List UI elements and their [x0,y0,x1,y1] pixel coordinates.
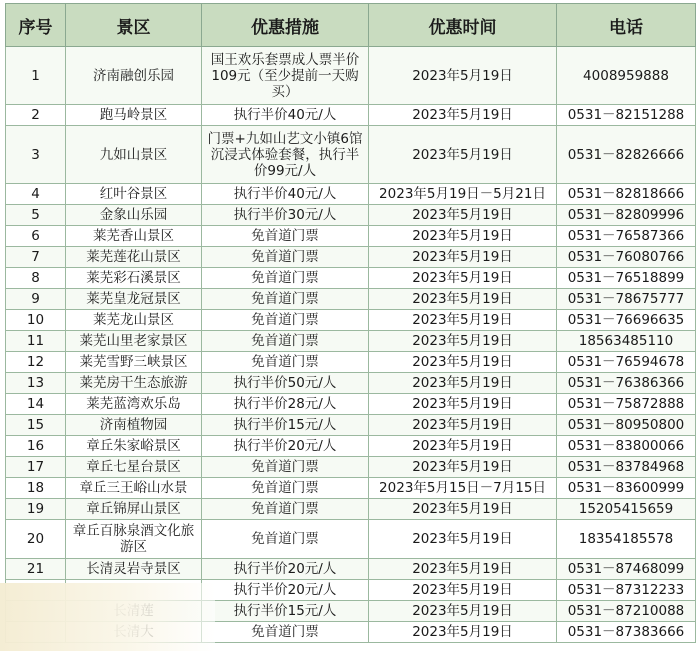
cell-index: 1 [6,47,66,105]
cell-discount: 免首道门票 [202,352,369,373]
cell-scenic-spot: 莱芜雪野三峡景区 [66,352,202,373]
cell-scenic-spot: 济南融创乐园 [66,47,202,105]
cell-discount: 免首道门票 [202,226,369,247]
cell-discount-time: 2023年5月19日 [369,205,557,226]
cell-index: 18 [6,478,66,499]
cell-discount: 执行半价20元/人 [202,580,369,601]
cell-phone: 0531－76594678 [557,352,696,373]
cell-index: 13 [6,373,66,394]
cell-discount-time: 2023年5月19日 [369,520,557,559]
table-row [6,352,696,373]
cell-phone: 0531－82818666 [557,184,696,205]
cell-discount: 免首道门票 [202,499,369,520]
cell-index: 8 [6,268,66,289]
cell-index: 9 [6,289,66,310]
cell-phone: 15205415659 [557,499,696,520]
cell-phone: 0531－76587366 [557,226,696,247]
table-row [6,289,696,310]
cell-phone: 0531－76518899 [557,268,696,289]
table-row [6,105,696,126]
cell-discount-time: 2023年5月19日 [369,415,557,436]
table-row [6,394,696,415]
cell-discount: 免首道门票 [202,289,369,310]
header-index: 序号 [6,4,66,47]
cell-discount: 免首道门票 [202,622,369,643]
cell-phone: 0531－83784968 [557,457,696,478]
cell-phone: 0531－82151288 [557,105,696,126]
cell-discount-time: 2023年5月19日 [369,559,557,580]
blur-overlay [0,583,215,651]
cell-discount-time: 2023年5月19日 [369,331,557,352]
cell-discount: 执行半价40元/人 [202,184,369,205]
cell-phone: 0531－75872888 [557,394,696,415]
cell-discount: 门票+九如山艺文小镇6馆沉浸式体验套餐，执行半价99元/人 [202,126,369,184]
cell-discount-time: 2023年5月19日 [369,310,557,331]
cell-discount: 免首道门票 [202,310,369,331]
cell-discount-time: 2023年5月19日 [369,373,557,394]
cell-index: 14 [6,394,66,415]
cell-scenic-spot: 莱芜山里老家景区 [66,331,202,352]
cell-index: 11 [6,331,66,352]
cell-scenic-spot: 莱芜彩石溪景区 [66,268,202,289]
cell-discount: 执行半价30元/人 [202,205,369,226]
cell-discount-time: 2023年5月19日－5月21日 [369,184,557,205]
table-row [6,415,696,436]
cell-discount-time: 2023年5月19日 [369,622,557,643]
cell-scenic-spot: 济南植物园 [66,415,202,436]
cell-discount: 执行半价15元/人 [202,601,369,622]
cell-scenic-spot: 莱芜莲花山景区 [66,247,202,268]
table-row [6,559,696,580]
cell-discount-time: 2023年5月19日 [369,394,557,415]
cell-phone: 0531－80950800 [557,415,696,436]
cell-phone: 0531－82826666 [557,126,696,184]
cell-scenic-spot: 金象山乐园 [66,205,202,226]
table-row [6,373,696,394]
cell-phone: 18354185578 [557,520,696,559]
cell-index: 17 [6,457,66,478]
cell-phone: 0531－83800066 [557,436,696,457]
cell-discount-time: 2023年5月19日 [369,499,557,520]
cell-scenic-spot: 跑马岭景区 [66,105,202,126]
cell-discount-time: 2023年5月19日 [369,268,557,289]
cell-discount: 免首道门票 [202,268,369,289]
cell-index: 6 [6,226,66,247]
cell-scenic-spot: 莱芜龙山景区 [66,310,202,331]
table-row [6,310,696,331]
cell-phone: 0531－83600999 [557,478,696,499]
cell-index: 21 [6,559,66,580]
cell-discount: 免首道门票 [202,457,369,478]
cell-discount-time: 2023年5月19日 [369,247,557,268]
table-row [6,436,696,457]
cell-scenic-spot: 莱芜房干生态旅游 [66,373,202,394]
cell-phone: 0531－87383666 [557,622,696,643]
cell-discount-time: 2023年5月19日 [369,601,557,622]
table-row [6,457,696,478]
cell-scenic-spot: 章丘七星台景区 [66,457,202,478]
table-row [6,205,696,226]
table-row [6,520,696,559]
table-row [6,184,696,205]
table-row [6,268,696,289]
table-row [6,47,696,105]
cell-scenic-spot: 章丘朱家峪景区 [66,436,202,457]
cell-discount-time: 2023年5月19日 [369,47,557,105]
cell-index: 20 [6,520,66,559]
cell-index: 15 [6,415,66,436]
cell-index: 4 [6,184,66,205]
cell-discount: 执行半价15元/人 [202,415,369,436]
cell-index: 7 [6,247,66,268]
table-row [6,331,696,352]
cell-discount-time: 2023年5月19日 [369,126,557,184]
header-discount-time: 优惠时间 [369,4,557,47]
table-row [6,126,696,184]
cell-discount-time: 2023年5月19日 [369,457,557,478]
cell-phone: 0531－76696635 [557,310,696,331]
cell-phone: 0531－87210088 [557,601,696,622]
cell-discount-time: 2023年5月19日 [369,352,557,373]
cell-phone: 0531－78675777 [557,289,696,310]
cell-scenic-spot: 九如山景区 [66,126,202,184]
cell-phone: 18563485110 [557,331,696,352]
cell-scenic-spot: 红叶谷景区 [66,184,202,205]
cell-discount: 免首道门票 [202,478,369,499]
cell-index: 5 [6,205,66,226]
cell-discount: 免首道门票 [202,520,369,559]
cell-discount-time: 2023年5月19日 [369,105,557,126]
table-row [6,499,696,520]
cell-scenic-spot: 长清灵岩寺景区 [66,559,202,580]
cell-phone: 0531－87468099 [557,559,696,580]
cell-discount-time: 2023年5月15日－7月15日 [369,478,557,499]
cell-scenic-spot: 莱芜皇龙冠景区 [66,289,202,310]
header-discount: 优惠措施 [202,4,369,47]
cell-discount: 免首道门票 [202,247,369,268]
cell-phone: 0531－87312233 [557,580,696,601]
cell-index: 2 [6,105,66,126]
cell-discount: 执行半价20元/人 [202,559,369,580]
cell-discount-time: 2023年5月19日 [369,436,557,457]
cell-discount-time: 2023年5月19日 [369,289,557,310]
table-row [6,247,696,268]
cell-discount: 执行半价20元/人 [202,436,369,457]
cell-discount: 执行半价50元/人 [202,373,369,394]
cell-discount: 执行半价40元/人 [202,105,369,126]
cell-phone: 0531－82809996 [557,205,696,226]
table-row [6,478,696,499]
cell-index: 10 [6,310,66,331]
cell-phone: 0531－76080766 [557,247,696,268]
cell-index: 19 [6,499,66,520]
scenic-discount-table [5,3,696,643]
cell-scenic-spot: 章丘三王峪山水景 [66,478,202,499]
cell-discount: 国王欢乐套票成人票半价109元（至少提前一天购买） [202,47,369,105]
cell-scenic-spot: 章丘百脉泉酒文化旅游区 [66,520,202,559]
cell-scenic-spot: 莱芜香山景区 [66,226,202,247]
table-header-row [6,4,696,47]
cell-index: 12 [6,352,66,373]
cell-scenic-spot: 莱芜蓝湾欢乐岛 [66,394,202,415]
cell-phone: 0531－76386366 [557,373,696,394]
cell-index: 3 [6,126,66,184]
header-scenic-spot: 景区 [66,4,202,47]
table-row [6,226,696,247]
header-phone: 电话 [557,4,696,47]
cell-scenic-spot: 章丘锦屏山景区 [66,499,202,520]
cell-discount: 免首道门票 [202,331,369,352]
cell-discount-time: 2023年5月19日 [369,226,557,247]
cell-discount: 执行半价28元/人 [202,394,369,415]
cell-phone: 4008959888 [557,47,696,105]
cell-discount-time: 2023年5月19日 [369,580,557,601]
cell-index: 16 [6,436,66,457]
